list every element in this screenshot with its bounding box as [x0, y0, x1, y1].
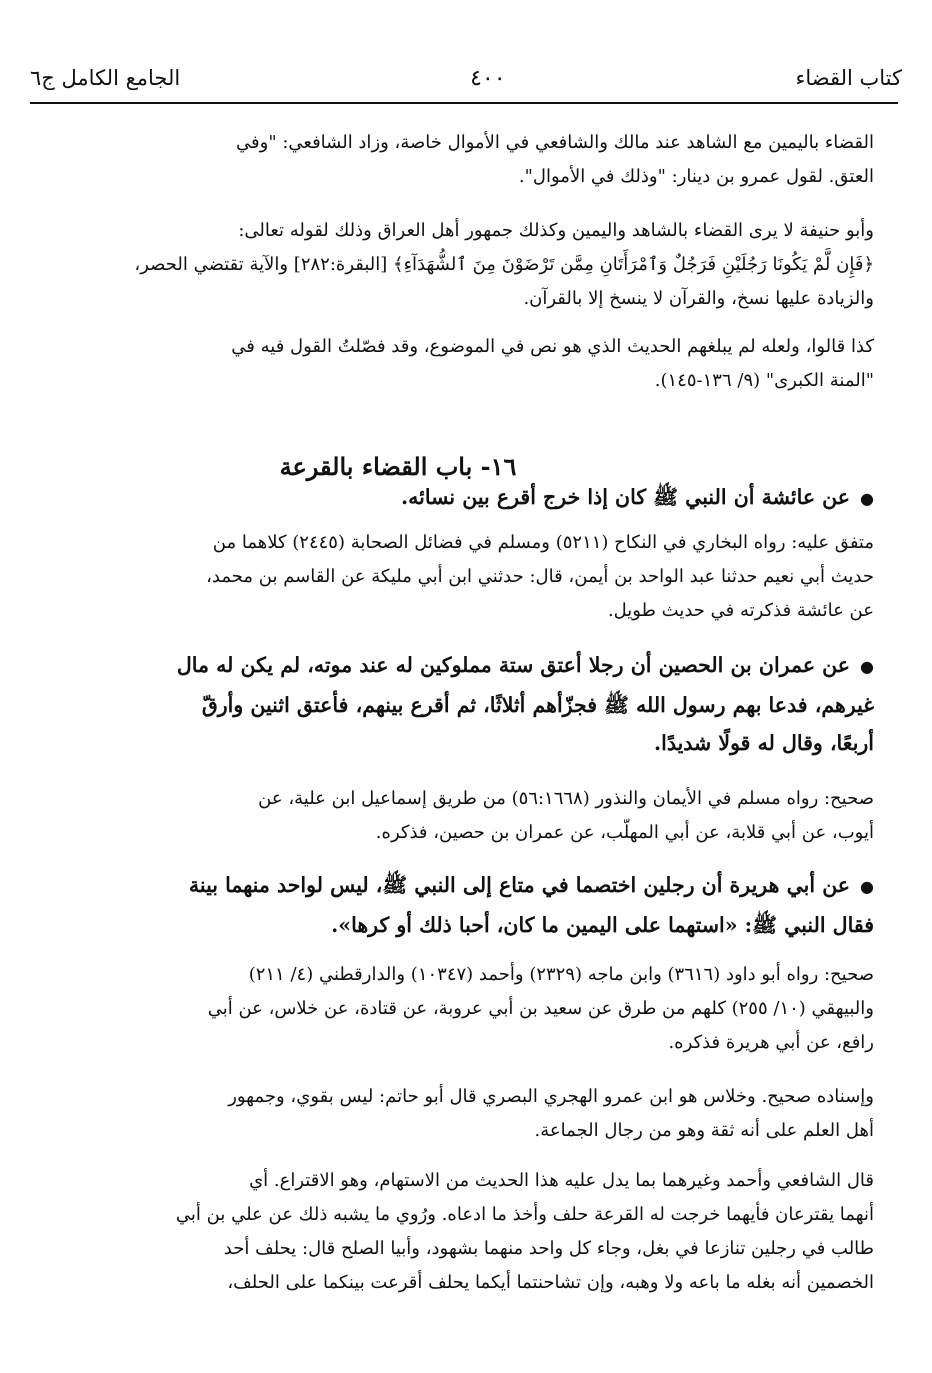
- hadith-line: [44, 478, 874, 518]
- text-line: أيوب، عن أبي قلابة، عن أبي المهلّب، عن عمران بن حصين، فذكره.: [375, 822, 874, 843]
- bullet-icon: ●: [860, 657, 874, 676]
- commentary-paragraph: [44, 126, 874, 194]
- page-number: ٤٠٠: [470, 65, 506, 91]
- hadith-line: [44, 866, 874, 906]
- text-line: وأبو حنيفة لا يرى القضاء بالشاهد واليمين وكذلك جمهور أهل العراق وذلك لقوله تعالى:: [238, 220, 874, 241]
- text-line: طالب في رجلين تنازعا في بغل، وجاء كل واحد منهما بشهود، وأبيا الصلح قال: يحلف أحد: [223, 1238, 874, 1259]
- commentary-paragraph: [44, 1164, 874, 1300]
- text-line: القضاء باليمين مع الشاهد عند مالك والشافعي في الأموال خاصة، وزاد الشافعي: "وفي: [236, 132, 874, 153]
- header-rule: [30, 102, 898, 104]
- hadith-paragraph: [44, 646, 874, 762]
- bullet-icon: ●: [860, 877, 874, 896]
- text-line: متفق عليه: رواه البخاري في النكاح (٥٢١١) ومسلم في فضائل الصحابة (٢٤٤٥) كلاهما من: [212, 532, 874, 553]
- takhrij-paragraph: [44, 526, 874, 628]
- hadith-text: عن أبي هريرة أن رجلين اختصما في متاع إلى النبي ﷺ، ليس لواحد منهما بينة: [188, 873, 851, 897]
- commentary-paragraph: [44, 330, 874, 398]
- hadith-line: [44, 646, 874, 686]
- text-line: العتق. لقول عمرو بن دينار: "وذلك في الأموال".: [518, 166, 874, 187]
- hadith-line: غيرهم، فدعا بهم رسول الله ﷺ فجزّأهم أثلاثًا، ثم أقرع بينهم، فأعتق اثنين وأرقّ: [201, 693, 874, 717]
- text-line: وإسناده صحيح. وخلاس هو ابن عمرو الهجري البصري قال أبو حاتم: ليس بقوي، وجمهور: [228, 1086, 874, 1107]
- text-line: أهل العلم على أنه ثقة وهو من رجال الجماعة.: [534, 1120, 874, 1141]
- text-line: كذا قالوا، ولعله لم يبلغهم الحديث الذي هو نص في الموضوع، وقد فصّلتُ القول فيه في: [231, 336, 874, 357]
- text-line: حديث أبي نعيم حدثنا عبد الواحد بن أيمن، قال: حدثني ابن أبي مليكة عن القاسم بن محمد،: [206, 566, 874, 587]
- quran-verse-line: ﴿فَإِن لَّمْ يَكُونَا رَجُلَيْنِ فَرَجُلٌ وَٱمْرَأَتَانِ مِمَّن تَرْضَوْنَ مِنَ ٱلشُّهَدَآءِ﴾ [البقرة:٢٨٢] والآية تقتضي الحصر،: [134, 254, 874, 275]
- volume-title: الجامع الكامل ج٦: [30, 66, 181, 90]
- commentary-paragraph: [44, 214, 874, 316]
- commentary-paragraph: [44, 1080, 874, 1148]
- text-line: قال الشافعي وأحمد وغيرهما بما يدل عليه هذا الحديث من الاستهام، وهو الاقتراع. أي: [249, 1170, 874, 1191]
- page-header: [30, 58, 902, 98]
- text-line: صحيح: رواه أبو داود (٣٦١٦) وابن ماجه (٢٣٢٩) وأحمد (١٠٣٤٧) والدارقطني (٤/ ٢١١): [248, 964, 874, 985]
- text-line: الخصمين أنه بغله ما باعه ولا وهبه، وإن تشاحنتما أيكما يحلف أقرعت بينكما على الحلف،: [227, 1272, 874, 1293]
- hadith-text: عن عمران بن الحصين أن رجلا أعتق ستة مملوكين له عند موته، لم يكن له مال: [176, 653, 851, 677]
- text-line: والبيهقي (١٠/ ٢٥٥) كلهم من طرق عن سعيد بن أبي عروبة، عن قتادة، عن خلاس، عن أبي: [207, 998, 874, 1019]
- hadith-text: عن عائشة أن النبي ﷺ كان إذا خرج أقرع بين نسائه.: [401, 485, 851, 509]
- hadith-paragraph: [44, 866, 874, 944]
- text-line: رافع، عن أبي هريرة فذكره.: [668, 1032, 874, 1053]
- text-line: أنهما يقترعان فأيهما خرجت له القرعة حلف وأخذ ما ادعاه. ورُوي ما يشبه ذلك عن علي بن أبي: [175, 1204, 874, 1225]
- hadith-line: أربعًا، وقال له قولًا شديدًا.: [654, 731, 874, 755]
- text-line: عن عائشة فذكرته في حديث طويل.: [607, 600, 874, 621]
- text-line: والزيادة عليها نسخ، والقرآن لا ينسخ إلا بالقرآن.: [523, 288, 874, 309]
- hadith-paragraph: [44, 478, 874, 518]
- book-title: كتاب القضاء: [795, 66, 902, 90]
- text-line: "المنة الكبرى" (٩/ ١٣٦-١٤٥).: [654, 370, 874, 391]
- section-title: ١٦- باب القضاء بالقرعة: [279, 452, 517, 481]
- text-line: صحيح: رواه مسلم في الأيمان والنذور (٥٦:١٦٦٨) من طريق إسماعيل ابن علية، عن: [258, 788, 874, 809]
- takhrij-paragraph: [44, 782, 874, 850]
- takhrij-paragraph: [44, 958, 874, 1060]
- bullet-icon: ●: [860, 489, 874, 508]
- hadith-line: فقال النبي ﷺ: «استهما على اليمين ما كان، أحبا ذلك أو كرها».: [331, 913, 874, 937]
